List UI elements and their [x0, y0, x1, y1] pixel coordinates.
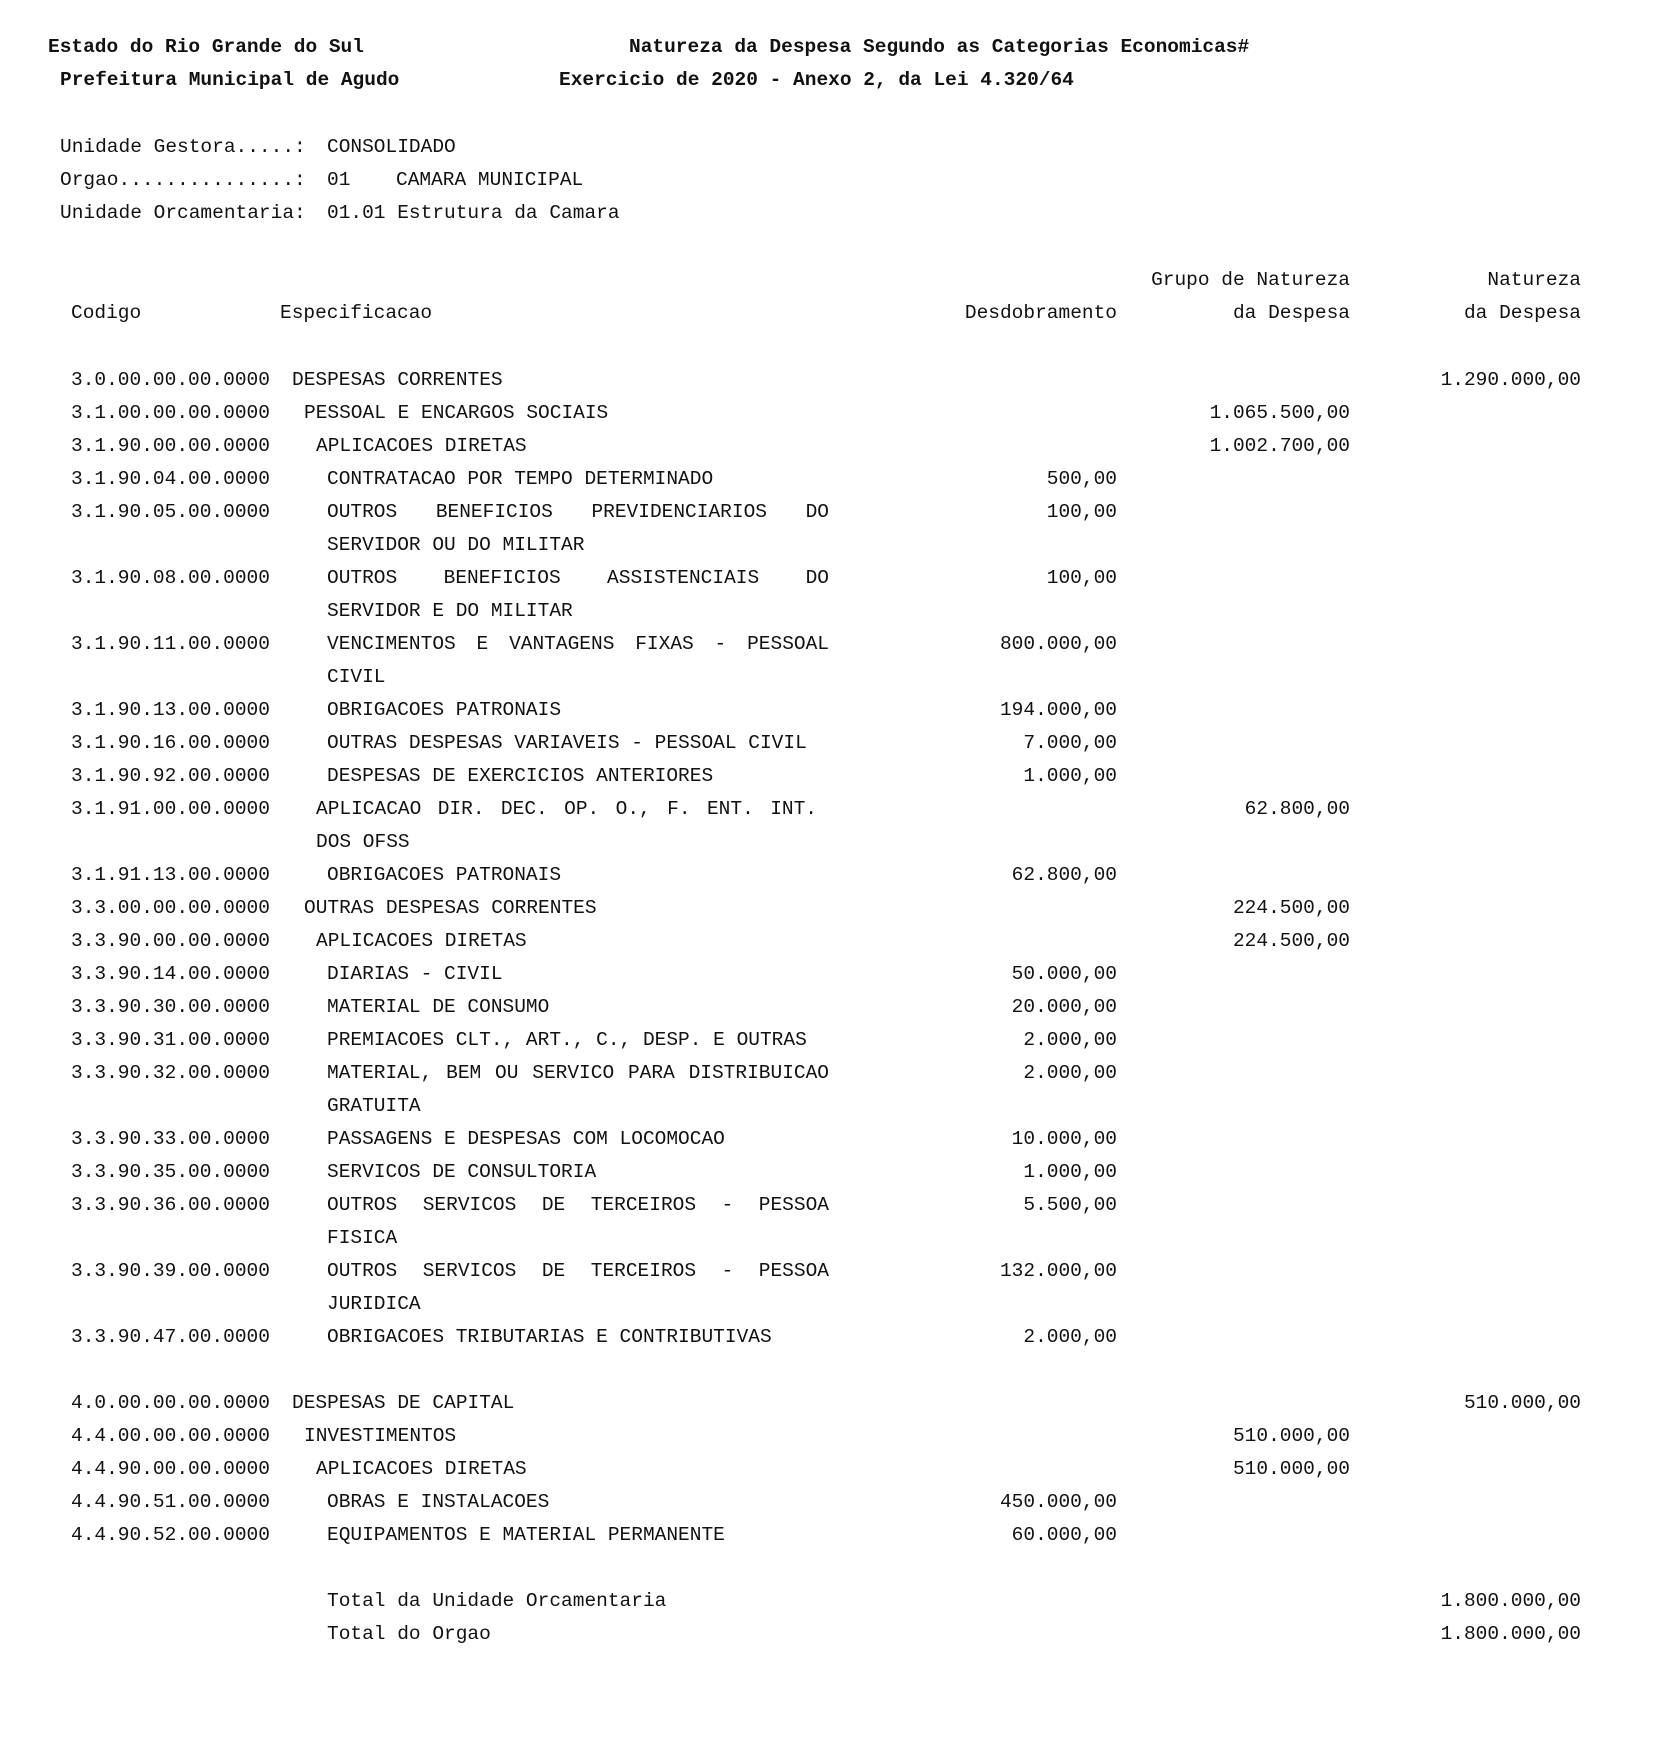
row-desdobramento: 132.000,00 [999, 1260, 1117, 1282]
orgao-label: Orgao...............: [60, 169, 306, 191]
table-row [0, 1061, 1653, 1127]
table-row [0, 1325, 1653, 1358]
row-desdobramento: 1.000,00 [1023, 765, 1117, 787]
row-description: OUTROS SERVICOS DE TERCEIROS - PESSOA FISICA [327, 1194, 829, 1249]
orgao-code: 01 [327, 169, 351, 191]
table-row [0, 896, 1653, 929]
row-code: 4.4.90.51.00.0000 [71, 1491, 270, 1513]
row-code: 3.1.90.13.00.0000 [71, 699, 270, 721]
row-description: APLICACOES DIRETAS [316, 930, 527, 952]
total-row [0, 1589, 1653, 1622]
row-desdobramento: 62.800,00 [1011, 864, 1117, 886]
row-code: 4.4.90.52.00.0000 [71, 1524, 270, 1546]
total-row [0, 1622, 1653, 1655]
row-description: MATERIAL, BEM OU SERVICO PARA DISTRIBUICAO GRATUITA [327, 1062, 829, 1117]
row-code: 3.3.90.14.00.0000 [71, 963, 270, 985]
total-value: 1.800.000,00 [1440, 1623, 1581, 1645]
orgao-name: CAMARA MUNICIPAL [396, 169, 584, 191]
row-code: 4.4.00.00.00.0000 [71, 1425, 270, 1447]
row-grupo-natureza: 1.065.500,00 [1209, 402, 1350, 424]
row-grupo-natureza: 224.500,00 [1232, 897, 1350, 919]
row-description: PASSAGENS E DESPESAS COM LOCOMOCAO [327, 1128, 725, 1150]
total-value: 1.800.000,00 [1440, 1590, 1581, 1612]
row-code: 3.3.90.35.00.0000 [71, 1161, 270, 1183]
grupo-header-line1: Grupo de Natureza [1151, 269, 1350, 291]
row-grupo-natureza: 510.000,00 [1232, 1458, 1350, 1480]
row-desdobramento: 100,00 [1046, 501, 1117, 523]
state-name: Estado do Rio Grande do Sul [48, 36, 364, 58]
row-grupo-natureza: 62.800,00 [1244, 798, 1350, 820]
table-row [0, 1259, 1653, 1325]
codigo-header: Codigo [71, 302, 142, 324]
row-description: APLICACOES DIRETAS [316, 1458, 527, 1480]
row-code: 3.1.90.04.00.0000 [71, 468, 270, 490]
row-code: 3.1.90.08.00.0000 [71, 567, 270, 589]
row-grupo-natureza: 1.002.700,00 [1209, 435, 1350, 457]
row-code: 3.3.90.39.00.0000 [71, 1260, 270, 1282]
row-code: 3.3.90.00.00.0000 [71, 930, 270, 952]
row-description: PREMIACOES CLT., ART., C., DESP. E OUTRAS [327, 1029, 807, 1051]
row-description: OUTROS SERVICOS DE TERCEIROS - PESSOA JURIDICA [327, 1260, 829, 1315]
row-description: OUTRAS DESPESAS VARIAVEIS - PESSOAL CIVIL [327, 732, 807, 754]
row-desdobramento: 800.000,00 [999, 633, 1117, 655]
row-desdobramento: 20.000,00 [1011, 996, 1117, 1018]
row-description: DIARIAS - CIVIL [327, 963, 503, 985]
row-natureza: 1.290.000,00 [1440, 369, 1581, 391]
grupo-header-line2: da Despesa [1232, 302, 1350, 324]
row-description: SERVICOS DE CONSULTORIA [327, 1161, 597, 1183]
row-code: 3.1.90.11.00.0000 [71, 633, 270, 655]
table-row [0, 500, 1653, 566]
row-code: 3.1.90.00.00.0000 [71, 435, 270, 457]
row-description: CONTRATACAO POR TEMPO DETERMINADO [327, 468, 714, 490]
row-code: 3.3.90.30.00.0000 [71, 996, 270, 1018]
row-description: OBRIGACOES TRIBUTARIAS E CONTRIBUTIVAS [327, 1326, 772, 1348]
row-description: APLICACAO DIR. DEC. OP. O., F. ENT. INT. DOS OFSS [316, 798, 817, 853]
table-row [0, 797, 1653, 863]
row-code: 3.1.90.16.00.0000 [71, 732, 270, 754]
natureza-header-line1: Natureza [1487, 269, 1581, 291]
prefecture-name: Prefeitura Municipal de Agudo [60, 69, 400, 91]
table-row [0, 401, 1653, 434]
natureza-header-line2: da Despesa [1463, 302, 1581, 324]
row-desdobramento: 2.000,00 [1023, 1062, 1117, 1084]
table-row [0, 764, 1653, 797]
unidade-gestora-label: Unidade Gestora.....: [60, 136, 306, 158]
row-code: 3.3.90.33.00.0000 [71, 1128, 270, 1150]
table-row [0, 1523, 1653, 1556]
row-desdobramento: 1.000,00 [1023, 1161, 1117, 1183]
row-description: OUTROS BENEFICIOS ASSISTENCIAIS DO SERVIDOR E DO MILITAR [327, 567, 829, 622]
row-desdobramento: 60.000,00 [1011, 1524, 1117, 1546]
row-desdobramento: 7.000,00 [1023, 732, 1117, 754]
especificacao-header: Especificacao [280, 302, 433, 324]
row-desdobramento: 2.000,00 [1023, 1326, 1117, 1348]
row-description: MATERIAL DE CONSUMO [327, 996, 550, 1018]
row-description: DESPESAS DE CAPITAL [292, 1392, 515, 1414]
row-grupo-natureza: 224.500,00 [1232, 930, 1350, 952]
row-description: OBRIGACOES PATRONAIS [327, 864, 562, 886]
table-row [0, 632, 1653, 698]
unidade-orcamentaria-value: 01.01 Estrutura da Camara [327, 202, 620, 224]
row-desdobramento: 5.500,00 [1023, 1194, 1117, 1216]
row-description: APLICACOES DIRETAS [316, 435, 527, 457]
row-natureza: 510.000,00 [1463, 1392, 1581, 1414]
unidade-orcamentaria-label: Unidade Orcamentaria: [60, 202, 306, 224]
report-subtitle: Exercicio de 2020 - Anexo 2, da Lei 4.320/64 [559, 69, 1074, 91]
row-description: EQUIPAMENTOS E MATERIAL PERMANENTE [327, 1524, 725, 1546]
table-row [0, 1424, 1653, 1457]
row-code: 3.3.90.47.00.0000 [71, 1326, 270, 1348]
row-desdobramento: 100,00 [1046, 567, 1117, 589]
row-description: OBRAS E INSTALACOES [327, 1491, 550, 1513]
row-code: 3.1.90.05.00.0000 [71, 501, 270, 523]
row-code: 3.3.90.36.00.0000 [71, 1194, 270, 1216]
row-desdobramento: 50.000,00 [1011, 963, 1117, 985]
row-code: 3.3.90.32.00.0000 [71, 1062, 270, 1084]
report-title: Natureza da Despesa Segundo as Categorias Economicas# [629, 36, 1250, 58]
row-code: 3.0.00.00.00.0000 [71, 369, 270, 391]
row-code: 3.1.91.00.00.0000 [71, 798, 270, 820]
row-description: OUTROS BENEFICIOS PREVIDENCIARIOS DO SERVIDOR OU DO MILITAR [327, 501, 829, 556]
row-description: DESPESAS CORRENTES [292, 369, 503, 391]
row-code: 4.4.90.00.00.0000 [71, 1458, 270, 1480]
table-row [0, 566, 1653, 632]
row-desdobramento: 194.000,00 [999, 699, 1117, 721]
row-description: OUTRAS DESPESAS CORRENTES [304, 897, 597, 919]
row-desdobramento: 450.000,00 [999, 1491, 1117, 1513]
row-code: 3.3.00.00.00.0000 [71, 897, 270, 919]
unidade-gestora-value: CONSOLIDADO [327, 136, 456, 158]
row-desdobramento: 2.000,00 [1023, 1029, 1117, 1051]
row-code: 3.3.90.31.00.0000 [71, 1029, 270, 1051]
row-code: 3.1.00.00.00.0000 [71, 402, 270, 424]
row-description: DESPESAS DE EXERCICIOS ANTERIORES [327, 765, 714, 787]
row-description: VENCIMENTOS E VANTAGENS FIXAS - PESSOAL CIVIL [327, 633, 829, 688]
total-label: Total da Unidade Orcamentaria [327, 1590, 667, 1612]
row-desdobramento: 500,00 [1046, 468, 1117, 490]
desdobramento-header: Desdobramento [964, 302, 1117, 324]
row-code: 3.1.91.13.00.0000 [71, 864, 270, 886]
total-label: Total do Orgao [327, 1623, 491, 1645]
row-grupo-natureza: 510.000,00 [1232, 1425, 1350, 1447]
row-desdobramento: 10.000,00 [1011, 1128, 1117, 1150]
row-description: OBRIGACOES PATRONAIS [327, 699, 562, 721]
row-description: PESSOAL E ENCARGOS SOCIAIS [304, 402, 609, 424]
row-code: 4.0.00.00.00.0000 [71, 1392, 270, 1414]
row-code: 3.1.90.92.00.0000 [71, 765, 270, 787]
row-description: INVESTIMENTOS [304, 1425, 457, 1447]
table-row [0, 1193, 1653, 1259]
